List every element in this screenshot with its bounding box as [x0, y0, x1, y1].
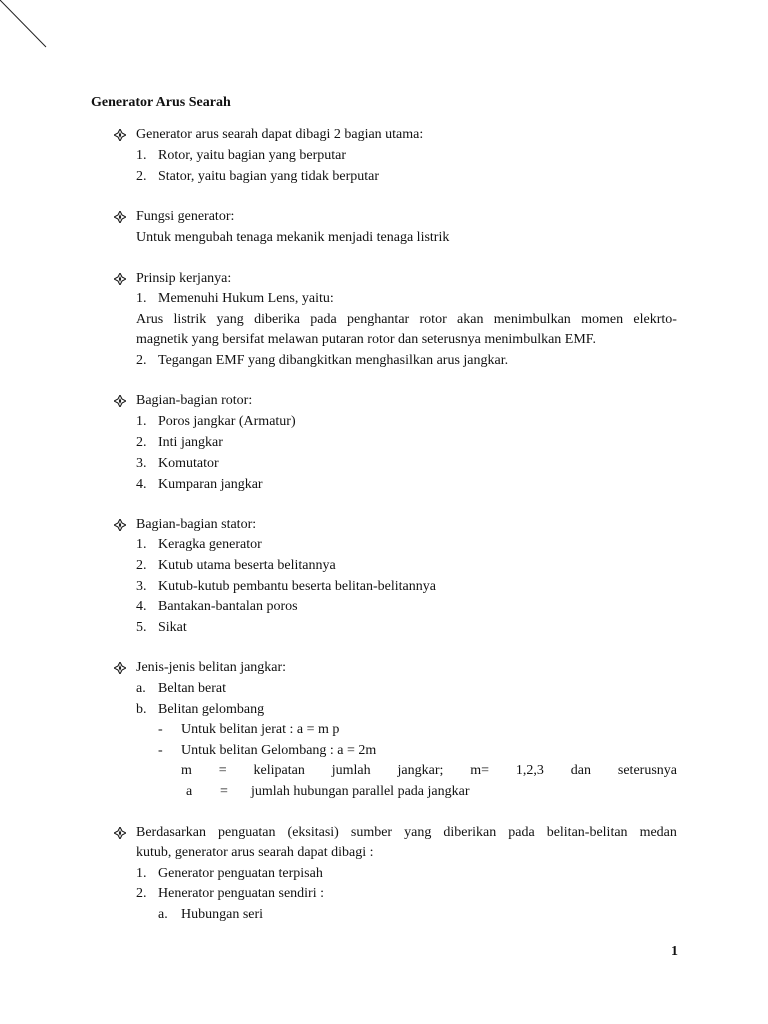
list-item: Kumparan jangkar: [158, 477, 263, 492]
list-item: Belitan gelombang: [158, 702, 265, 717]
definition-text: jumlah hubungan parallel pada jangkar: [251, 784, 470, 799]
sublist-item: Hubungan seri: [181, 907, 264, 922]
section-body: Untuk mengubah tenaga mekanik menjadi tenaga listrik: [136, 230, 450, 245]
list-item: Tegangan EMF yang dibangkitkan menghasilkan arus jangkar.: [158, 353, 509, 368]
list-item: Keragka generator: [158, 537, 262, 552]
list-marker: 4.: [136, 599, 147, 614]
definition-equals: =: [220, 784, 228, 799]
list-item: Komutator: [158, 456, 219, 471]
list-marker: 4.: [136, 477, 147, 492]
word: (eksitasi): [287, 825, 339, 840]
section-heading: Prinsip kerjanya:: [136, 271, 232, 286]
list-marker: 2.: [136, 886, 147, 901]
word: menimbulkan: [493, 312, 571, 327]
sublist-marker: a.: [158, 907, 168, 922]
list-item: Inti jangkar: [158, 435, 223, 450]
list-marker: 1.: [136, 291, 147, 306]
list-item: Generator penguatan terpisah: [158, 866, 323, 881]
sublist-item: Untuk belitan jerat : a = m p: [181, 722, 340, 737]
word: akan: [457, 312, 484, 327]
word: kelipatan: [253, 763, 305, 778]
diamond-bullet-icon: [113, 125, 127, 145]
list-marker: b.: [136, 702, 147, 717]
list-item: Henerator penguatan sendiri :: [158, 886, 324, 901]
word: elekrto-: [633, 312, 677, 327]
word: =: [218, 763, 227, 778]
word: jangkar;: [397, 763, 444, 778]
word: sumber: [350, 825, 393, 840]
word: rotor: [419, 312, 447, 327]
word: penghantar: [347, 312, 410, 327]
definition-line: [181, 761, 677, 781]
word: 1,2,3: [515, 763, 544, 778]
list-item: Bantakan-bantalan poros: [158, 599, 298, 614]
word: pada: [508, 825, 535, 840]
word: yang: [216, 312, 244, 327]
word: Arus: [136, 312, 164, 327]
list-marker: 2.: [136, 558, 147, 573]
list-item: Kutub-kutub pembantu beserta belitan-belitannya: [158, 579, 436, 594]
list-item: Memenuhi Hukum Lens, yaitu:: [158, 291, 334, 306]
paragraph-line: magnetik yang bersifat melawan putaran rotor dan seterusnya menimbulkan EMF.: [136, 332, 596, 347]
diamond-bullet-icon: [113, 207, 127, 227]
word: Berdasarkan: [136, 825, 206, 840]
section-heading: Bagian-bagian stator:: [136, 517, 257, 532]
justified-paragraph-line: [136, 310, 677, 330]
word: belitan-belitan: [546, 825, 628, 840]
word: jumlah: [331, 763, 371, 778]
list-item: Beltan berat: [158, 681, 227, 696]
word: momen: [581, 312, 624, 327]
section-heading-line: [136, 823, 677, 843]
list-item: Sikat: [158, 620, 187, 635]
sublist-marker: -: [158, 743, 163, 758]
list-marker: 2.: [136, 353, 147, 368]
word: medan: [639, 825, 677, 840]
word: diberikan: [443, 825, 497, 840]
list-marker: 5.: [136, 620, 147, 635]
list-marker: 2.: [136, 169, 147, 184]
section-heading: Jenis-jenis belitan jangkar:: [136, 660, 287, 675]
sublist-marker: -: [158, 722, 163, 737]
section-heading-line: kutub, generator arus searah dapat dibagi :: [136, 845, 374, 860]
page-number: 1: [671, 944, 678, 959]
diamond-bullet-icon: [113, 823, 127, 843]
word: dan: [570, 763, 592, 778]
list-item: Stator, yaitu bagian yang tidak berputar: [158, 169, 380, 184]
word: seterusnya: [617, 763, 677, 778]
definition-symbol: a: [186, 784, 193, 799]
diamond-bullet-icon: [113, 515, 127, 535]
section-heading: Generator arus searah dapat dibagi 2 bagian utama:: [136, 127, 424, 142]
list-item: Rotor, yaitu bagian yang berputar: [158, 148, 346, 163]
word: m=: [470, 763, 490, 778]
list-marker: 3.: [136, 456, 147, 471]
list-marker: 3.: [136, 579, 147, 594]
list-marker: 1.: [136, 866, 147, 881]
word: pada: [310, 312, 337, 327]
list-item: Kutub utama beserta belitannya: [158, 558, 336, 573]
section-heading: Bagian-bagian rotor:: [136, 393, 253, 408]
diamond-bullet-icon: [113, 391, 127, 411]
document-title: Generator Arus Searah: [91, 95, 231, 110]
list-marker: 2.: [136, 435, 147, 450]
word: penguatan: [217, 825, 276, 840]
list-marker: 1.: [136, 537, 147, 552]
diamond-bullet-icon: [113, 658, 127, 678]
diamond-bullet-icon: [113, 269, 127, 289]
word: listrik: [173, 312, 207, 327]
list-marker: a.: [136, 681, 146, 696]
sublist-item: Untuk belitan Gelombang : a = 2m: [181, 743, 377, 758]
list-marker: 1.: [136, 148, 147, 163]
word: m: [181, 763, 192, 778]
word: diberika: [254, 312, 300, 327]
list-marker: 1.: [136, 414, 147, 429]
word: yang: [404, 825, 432, 840]
section-heading: Fungsi generator:: [136, 209, 235, 224]
list-item: Poros jangkar (Armatur): [158, 414, 296, 429]
